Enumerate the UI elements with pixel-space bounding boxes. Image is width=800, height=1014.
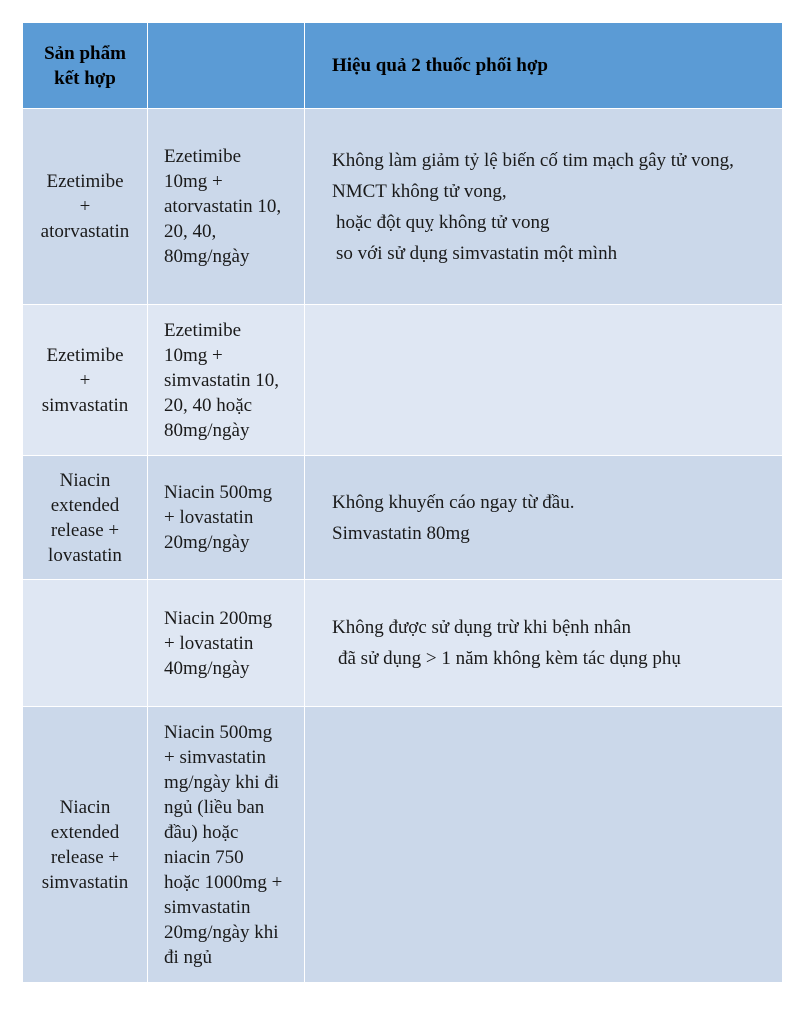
dose-cell: Niacin 500mg + lovastatin 20mg/ngày: [148, 456, 305, 580]
dose-cell: Ezetimibe 10mg + simvastatin 10, 20, 40 hoặc 80mg/ngày: [148, 305, 305, 456]
product-cell: Niacin extended release + simvastatin: [23, 707, 148, 983]
header-dose: [148, 23, 305, 109]
effect-cell: Không làm giảm tỷ lệ biến cố tim mạch gây tử vong, NMCT không tử vong, hoặc đột quỵ không tử vong so với sử dụng simvastatin một mình: [305, 109, 783, 305]
product-cell: Ezetimibe + simvastatin: [23, 305, 148, 456]
effect-cell: Không khuyến cáo ngay từ đầu. Simvastatin 80mg: [305, 456, 783, 580]
header-product: Sản phẩm kết hợp: [23, 23, 148, 109]
table-row: [23, 580, 783, 707]
table-row: [23, 456, 783, 580]
header-row: [23, 23, 783, 109]
table-row: [23, 109, 783, 305]
product-cell: [23, 580, 148, 707]
dose-cell: Niacin 500mg + simvastatin mg/ngày khi đi ngủ (liều ban đầu) hoặc niacin 750 hoặc 1000mg + simvastatin 20mg/ngày khi đi ngủ: [148, 707, 305, 983]
dose-cell: Ezetimibe 10mg + atorvastatin 10, 20, 40, 80mg/ngày: [148, 109, 305, 305]
effect-cell: Không được sử dụng trừ khi bệnh nhân đã sử dụng > 1 năm không kèm tác dụng phụ: [305, 580, 783, 707]
product-cell: Ezetimibe + atorvastatin: [23, 109, 148, 305]
product-cell: Niacin extended release + lovastatin: [23, 456, 148, 580]
table-row: [23, 305, 783, 456]
dose-cell: Niacin 200mg + lovastatin 40mg/ngày: [148, 580, 305, 707]
combination-table: [22, 22, 783, 983]
header-effect: Hiệu quả 2 thuốc phối hợp: [305, 23, 783, 109]
table-row: [23, 707, 783, 983]
effect-cell: [305, 707, 783, 983]
effect-cell: [305, 305, 783, 456]
